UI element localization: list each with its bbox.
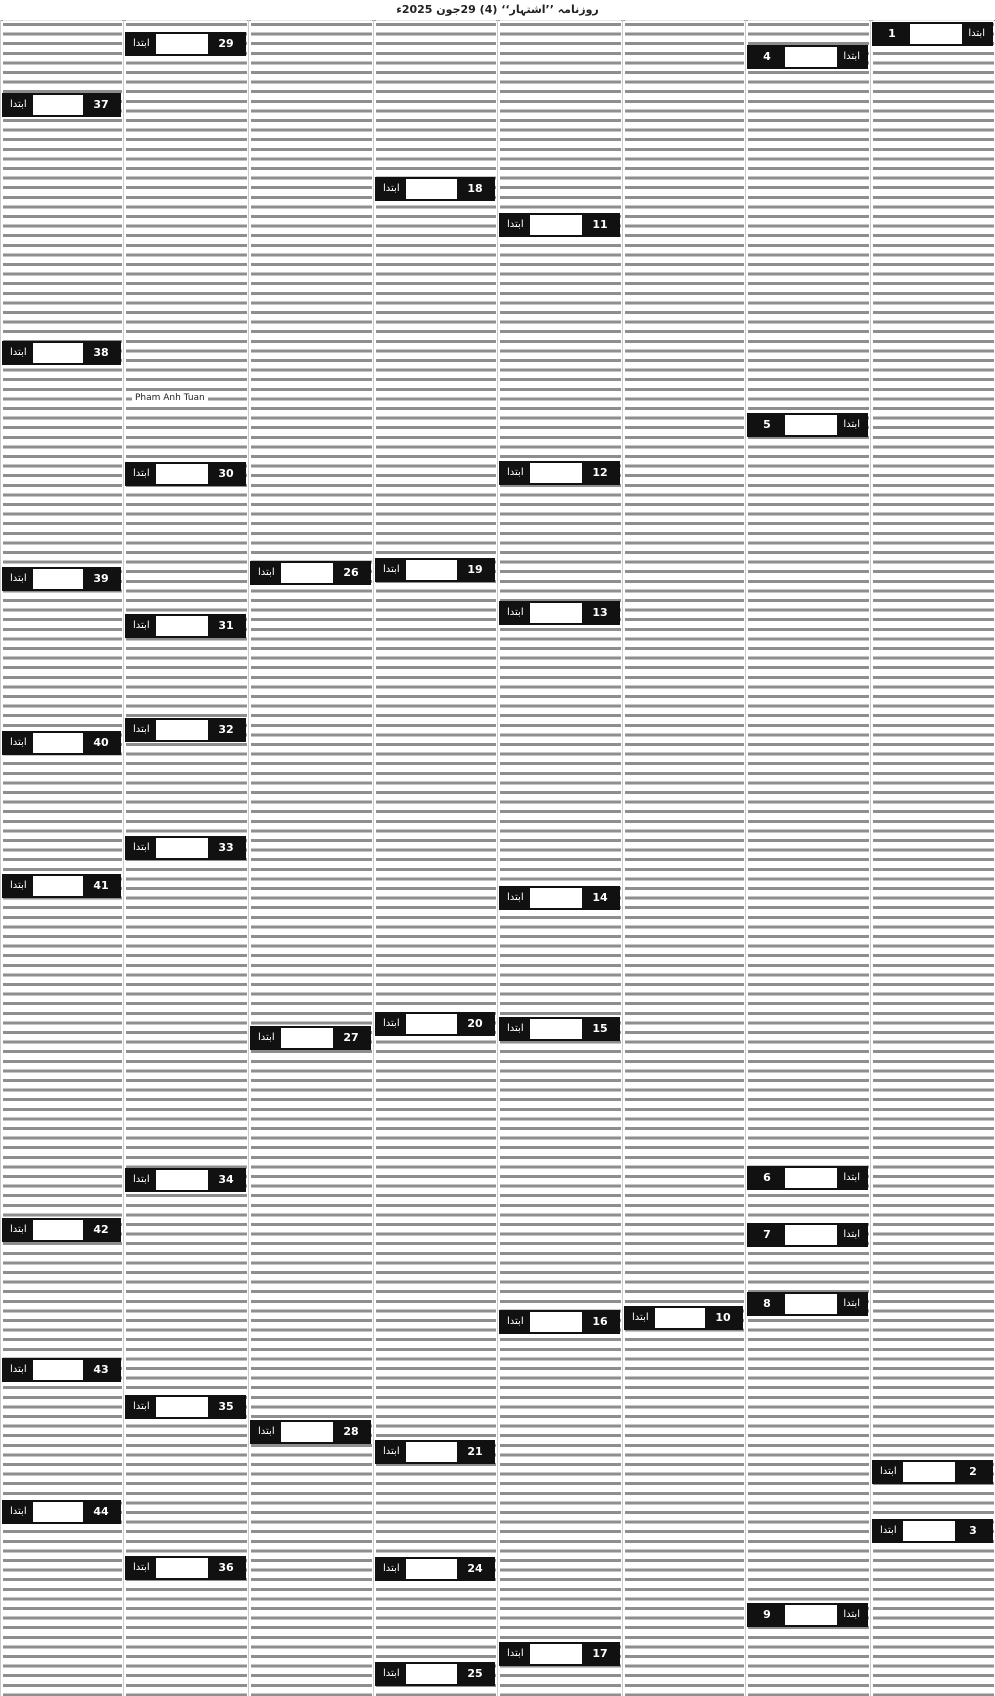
section-header-32: 32 ابتدا: [125, 718, 246, 742]
section-header-38: 38 ابتدا: [2, 341, 121, 365]
section-header-24: 24 ابتدا: [375, 1557, 495, 1581]
column-1: [0, 20, 124, 1696]
section-header-19: 19 ابتدا: [375, 558, 495, 582]
section-header-9: 9 ابتدا: [747, 1603, 868, 1627]
latin-name-text: Pham Anh Tuan: [132, 392, 208, 404]
section-header-4: 4 ابتدا: [747, 45, 868, 69]
section-header-1: 1 ابتدا: [872, 22, 993, 46]
section-header-44: 44 ابتدا: [2, 1500, 121, 1524]
section-header-26: 26 ابتدا: [250, 561, 371, 585]
section-header-29: 29 ابتدا: [125, 32, 246, 56]
section-header-20: 20 ابتدا: [375, 1012, 495, 1036]
section-header-7: 7 ابتدا: [747, 1223, 868, 1247]
column-8: [870, 20, 995, 1696]
column-7: [745, 20, 871, 1696]
section-header-3: 3 ابتدا: [872, 1519, 993, 1543]
section-header-13: 13 ابتدا: [499, 601, 620, 625]
section-header-8: 8 ابتدا: [747, 1292, 868, 1316]
section-header-37: 37 ابتدا: [2, 93, 121, 117]
section-header-28: 28 ابتدا: [250, 1420, 371, 1444]
section-header-21: 21 ابتدا: [375, 1440, 495, 1464]
section-header-16: 16 ابتدا: [499, 1310, 620, 1334]
section-header-41: 41 ابتدا: [2, 874, 121, 898]
section-header-17: 17 ابتدا: [499, 1642, 620, 1666]
section-header-14: 14 ابتدا: [499, 886, 620, 910]
section-header-35: 35 ابتدا: [125, 1395, 246, 1419]
section-header-31: 31 ابتدا: [125, 614, 246, 638]
column-3: [248, 20, 374, 1696]
section-header-10: 10 ابتدا: [624, 1306, 743, 1330]
section-header-30: 30 ابتدا: [125, 462, 246, 486]
section-header-12: 12 ابتدا: [499, 461, 620, 485]
section-header-43: 43 ابتدا: [2, 1358, 121, 1382]
section-header-27: 27 ابتدا: [250, 1026, 371, 1050]
section-header-33: 33 ابتدا: [125, 836, 246, 860]
section-header-25: 25 ابتدا: [375, 1662, 495, 1686]
section-header-6: 6 ابتدا: [747, 1166, 868, 1190]
column-5: [497, 20, 623, 1696]
column-6: [622, 20, 746, 1696]
section-header-42: 42 ابتدا: [2, 1218, 121, 1242]
section-header-11: 11 ابتدا: [499, 213, 620, 237]
section-header-39: 39 ابتدا: [2, 567, 121, 591]
section-header-40: 40 ابتدا: [2, 731, 121, 755]
section-header-2: 2 ابتدا: [872, 1460, 993, 1484]
masthead: روزنامہ ’’اشتہار‘‘ (4) 29جون 2025ء: [0, 0, 995, 21]
section-header-15: 15 ابتدا: [499, 1017, 620, 1041]
section-header-5: 5 ابتدا: [747, 413, 868, 437]
section-header-36: 36 ابتدا: [125, 1556, 246, 1580]
section-header-34: 34 ابتدا: [125, 1168, 246, 1192]
section-header-18: 18 ابتدا: [375, 177, 495, 201]
